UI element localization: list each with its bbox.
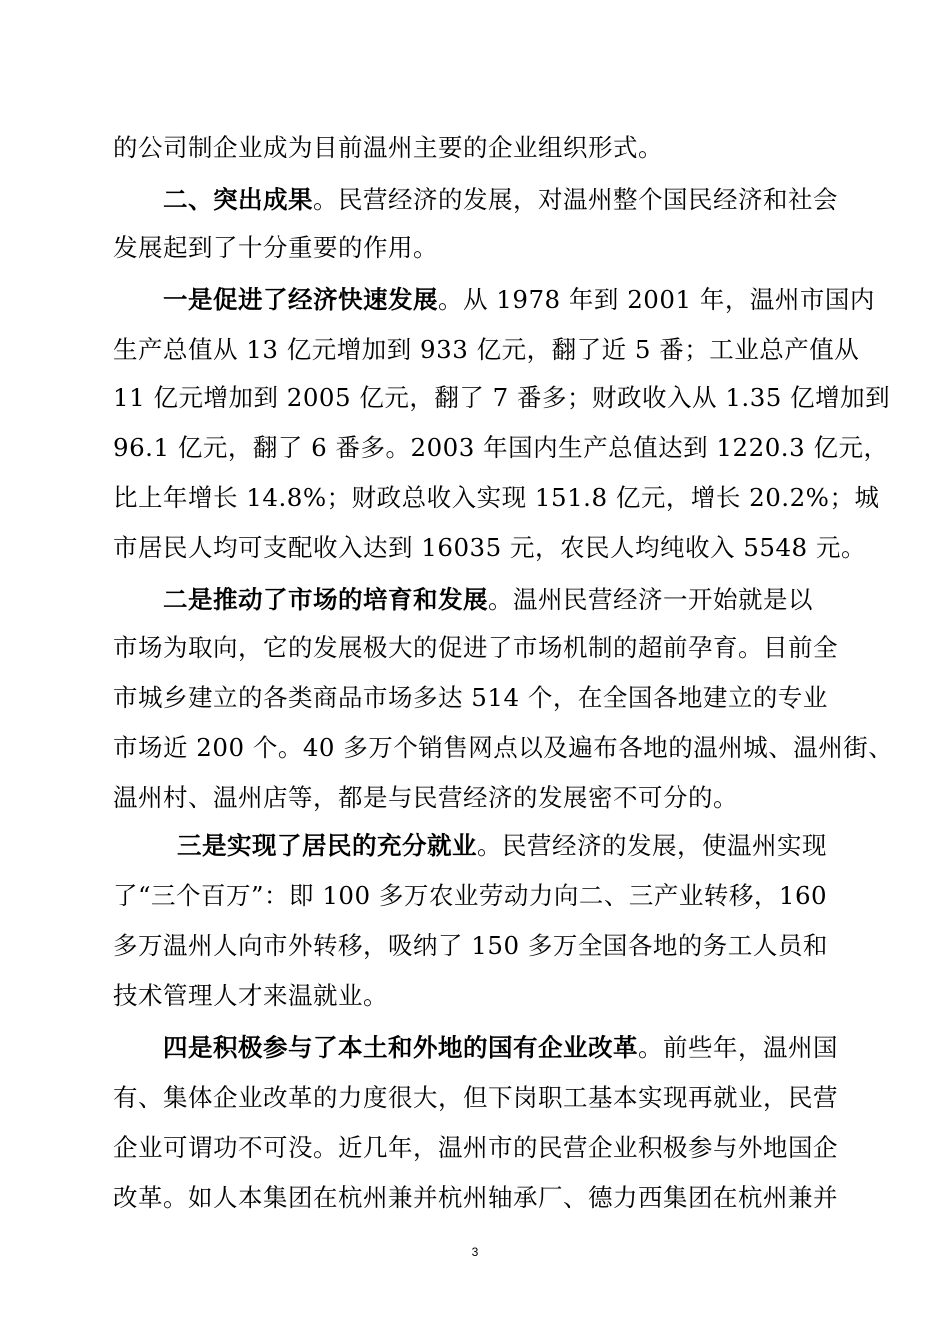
body-line bbox=[113, 774, 843, 822]
point-heading: 四是积极参与了本土和外地的国有企业改革 bbox=[163, 1033, 638, 1062]
body-line bbox=[113, 972, 843, 1020]
body-line bbox=[113, 374, 891, 422]
body-text: 比上年增长 14.8%；财政总收入实现 151.8 亿元，增长 20.2%；城 bbox=[113, 483, 880, 512]
body-text: 多万温州人向市外转移，吸纳了 150 多万全国各地的务工人员和 bbox=[113, 931, 828, 960]
body-text: 温州村、温州店等，都是与民营经济的发展密不可分的。 bbox=[113, 783, 738, 812]
body-line bbox=[113, 724, 894, 772]
body-line bbox=[113, 674, 843, 722]
body-line bbox=[113, 872, 843, 920]
body-text: 11 亿元增加到 2005 亿元，翻了 7 番多；财政收入从 1.35 亿增加到 bbox=[113, 383, 891, 412]
paragraph-first-line bbox=[163, 576, 843, 624]
body-line bbox=[113, 524, 866, 572]
body-text: 。前些年，温州国 bbox=[638, 1033, 838, 1062]
body-line bbox=[113, 624, 843, 672]
body-text: 96.1 亿元，翻了 6 番多。2003 年国内生产总值达到 1220.3 亿元， bbox=[113, 433, 889, 462]
body-line bbox=[113, 1124, 843, 1172]
body-text: 生产总值从 13 亿元增加到 933 亿元，翻了近 5 番；工业总产值从 bbox=[113, 335, 860, 364]
body-line bbox=[113, 224, 843, 272]
body-text: 发展起到了十分重要的作用。 bbox=[113, 233, 438, 262]
body-line bbox=[113, 1074, 843, 1122]
body-text: 有、集体企业改革的力度很大，但下岗职工基本实现再就业，民营 bbox=[113, 1083, 838, 1112]
body-text: 。民营经济的发展，对温州整个国民经济和社会 bbox=[313, 185, 838, 214]
body-text: 企业可谓功不可没。近几年，温州市的民营企业积极参与外地国企 bbox=[113, 1133, 838, 1162]
paragraph-first-line bbox=[163, 276, 875, 324]
point-heading: 一是促进了经济快速发展 bbox=[163, 285, 438, 314]
point-heading: 二是推动了市场的培育和发展 bbox=[163, 585, 488, 614]
body-text: 。温州民营经济一开始就是以 bbox=[488, 585, 813, 614]
paragraph-first-line bbox=[163, 1024, 843, 1072]
body-line bbox=[113, 922, 843, 970]
body-text: 了“三个百万”：即 100 多万农业劳动力向二、三产业转移，160 bbox=[113, 881, 828, 910]
body-text: 。从 1978 年到 2001 年，温州市国内 bbox=[438, 285, 875, 314]
page-number: 3 bbox=[471, 1245, 479, 1259]
body-line bbox=[113, 326, 860, 374]
body-text: 。民营经济的发展，使温州实现 bbox=[477, 831, 827, 860]
body-text: 技术管理人才来温就业。 bbox=[113, 981, 388, 1010]
paragraph-first-line bbox=[177, 822, 843, 870]
point-heading: 三是实现了居民的充分就业 bbox=[177, 831, 477, 860]
body-line bbox=[113, 474, 880, 522]
body-text: 的公司制企业成为目前温州主要的企业组织形式。 bbox=[113, 133, 663, 162]
body-line bbox=[113, 124, 843, 172]
body-line bbox=[113, 1174, 843, 1222]
body-text: 市居民人均可支配收入达到 16035 元，农民人均纯收入 5548 元。 bbox=[113, 533, 866, 562]
body-line bbox=[113, 424, 889, 472]
section-heading: 二、突出成果 bbox=[163, 185, 313, 214]
paragraph-first-line bbox=[163, 176, 843, 224]
body-text: 市城乡建立的各类商品市场多达 514 个，在全国各地建立的专业 bbox=[113, 683, 828, 712]
body-text: 市场近 200 个。40 多万个销售网点以及遍布各地的温州城、温州街、 bbox=[113, 733, 894, 762]
body-text: 改革。如人本集团在杭州兼并杭州轴承厂、德力西集团在杭州兼并 bbox=[113, 1183, 838, 1212]
body-text: 市场为取向，它的发展极大的促进了市场机制的超前孕育。目前全 bbox=[113, 633, 838, 662]
